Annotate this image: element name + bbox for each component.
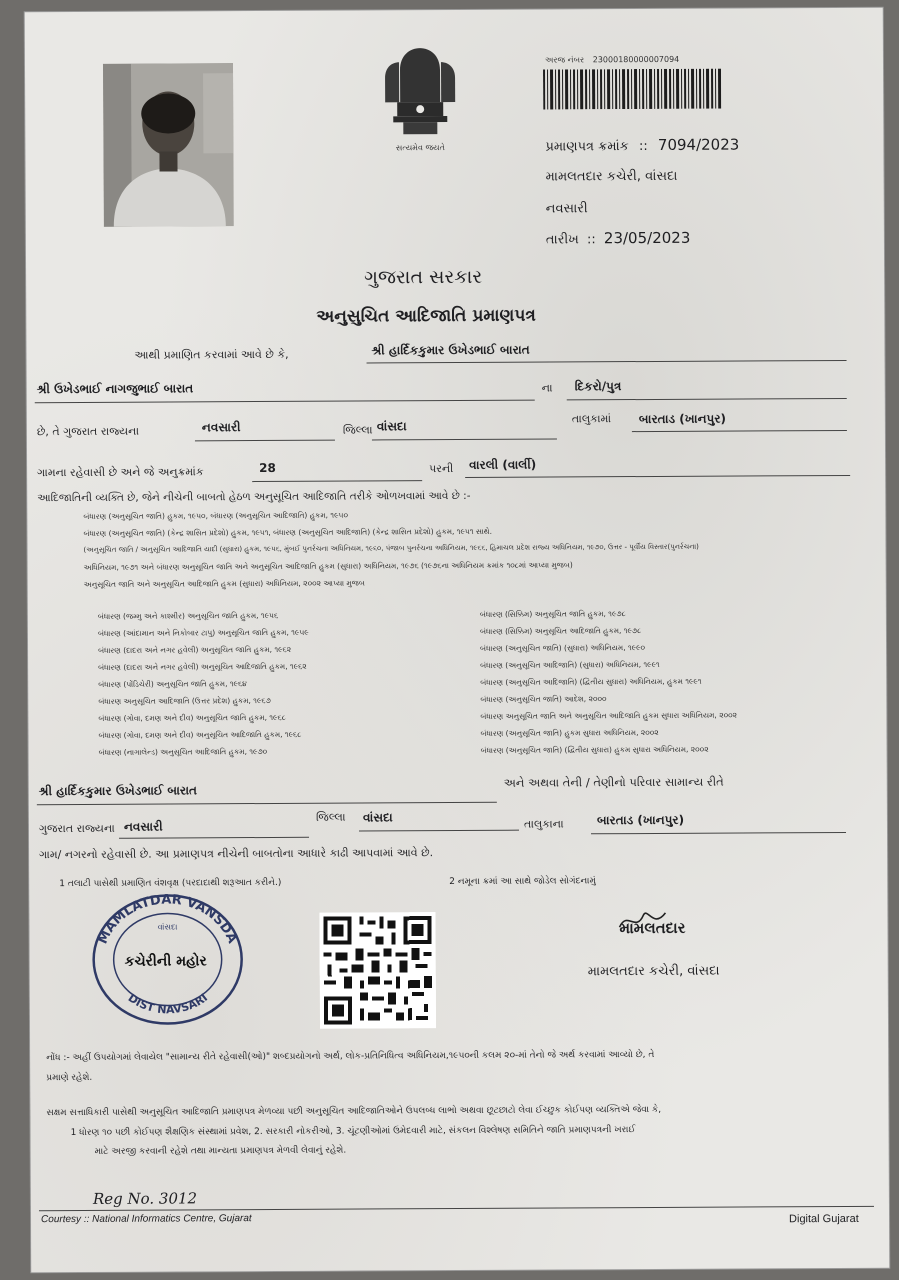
order-line: બંધારણ (અનુસૂચિત આદિજાતિ) (સુધારા) અધિનિયમ, ૧૯૯૧	[480, 659, 660, 670]
applicant-name-line	[367, 360, 847, 364]
date-sep: ::	[586, 232, 596, 248]
tribe-sentence: આદિજાતિની વ્યક્તિ છે, જેને નીચેની બાબતો હેઠળ અનુસૂચિત આદિજાતિ તરીકે ઓળખવામાં આવે છે :-	[37, 489, 471, 505]
relation-line	[567, 398, 847, 400]
registration-number: Reg No. 3012	[92, 1189, 198, 1208]
authority-line: સક્ષમ સત્તાધિકારી પાસેથી અનુસૂચિત આદિજાતિ પ્રમાણપત્ર મેળવ્યા પછી અનુસૂચિત આદિજાતિઓને ઉપલબ્ધ લાભો અથવા છૂટછાટો લેવા ઈચ્છુક કોઈપણ વ્યક્તિએ જેવા કે,	[46, 1104, 662, 1119]
resident-text: ગામના રહેવાસી છે અને જે અનુક્રમાંક	[37, 465, 204, 480]
order-line: બંધારણ (અનુસૂચિત આદિજાતિ) (દ્વિતીય સુધારા) અધિનિયમ, હુકમ ૧૯૯૧	[480, 676, 702, 687]
applicant-name: શ્રી હાર્દિકકુમાર ઉખેડભાઈ બારાત	[371, 342, 530, 358]
taluka-value: વાંસદા	[376, 419, 407, 434]
family-district-value: નવસારી	[123, 819, 163, 834]
seal-bottom-text: DIST NAVSARI	[125, 991, 211, 1017]
note-line-1: નોંધ :- અહીં ઉપયોગમાં લેવાયેલ "સામાન્ય રીતે રહેવાસી(ઓ)" શબ્દપ્રયોગનો અર્થ, લોક-પ્રતિનિધિત્વ અધિનિયમ,૧૯૫૦ની કલમ ૨૦-માં તેનો જે અર્થ કરવામાં આવ્યો છે, તે	[46, 1049, 655, 1064]
barcode-label	[545, 55, 679, 66]
date-row	[546, 229, 691, 248]
barcode-label-text: અરજ નંબર	[544, 55, 585, 65]
order-line: બંધારણ (અનુસૂચિત જાતિ) આદેશ, ૨૦૦૦	[480, 694, 607, 704]
order-line: બંધારણ (દાદરા અને નગર હવેલી) અનુસૂચિત જાતિ હુકમ, ૧૯૬૨	[98, 644, 292, 655]
order-line: અનુસૂચિત જાતિ અને અનુસૂચિત આદિજાતિ હુકમ (સુધારા) અધિનિયમ, ૨૦૦૨ આપ્યા મુજબ	[83, 578, 365, 589]
family-district-label: જિલ્લા	[315, 810, 346, 824]
order-line: બંધારણ (આંદામાન અને નિકોબાર ટાપુ) અનુસૂચિત જાતિ હુકમ, ૧૯૫૯	[97, 627, 309, 638]
family-district-line	[119, 837, 309, 839]
government-title: ગુજરાત સરકાર	[364, 265, 483, 289]
parni-text: પરની	[429, 462, 454, 476]
certificate-number: 7094/2023	[657, 135, 740, 154]
village-value: બારતાડ (ખાનપુર)	[638, 411, 727, 427]
order-line: બંધારણ અનુસૂચિત જાતિ અને અનુસૂચિત આદિજાતિ હુકમ સુધારા અધિનિયમ, ૨૦૦૨	[480, 710, 738, 721]
benefits-line-1: 1 ધોરણ ૧૦ પછી કોઈપણ શૈક્ષણિક સંસ્થામાં પ્રવેશ, 2. સરકારી નોકરીઓ, 3. ચૂંટણીઓમાં ઉમેદવારી માટે, સંકલન વિશ્લેષણ સમિતિને જાતિ પ્રમાણપત્રની ખરાઈ	[70, 1125, 636, 1139]
courtesy-text: Courtesy :: National Informatics Centre, Gujarat	[41, 1213, 252, 1226]
emblem-caption: સત્યમેવ જયતે	[395, 143, 445, 153]
order-line: બંધારણ (પોંડિચેરી) અનુસૂચિત જાતિ હુકમ, ૧૯૬૪	[98, 679, 247, 689]
serial-line	[252, 480, 422, 482]
order-line: બંધારણ (અનુસૂચિત જાતિ) (કેન્દ્ર શાસિત પ્રદેશો) હુકમ, ૧૯૫૧, બંધારણ (અનુસૂચિત આદિજાતિ) (કેન્દ્ર શાસિત પ્રદેશો) હુકમ, ૧૯૫૧ સાથે.	[83, 526, 492, 538]
tribe-line	[465, 475, 850, 478]
svg-text:DIST NAVSARI	[126, 991, 211, 1017]
family-state-label: ગુજરાત રાજ્યના	[38, 821, 115, 836]
person-photo-icon	[103, 63, 234, 227]
issuing-district: નવસારી	[545, 201, 588, 217]
seal-inner-text: કચેરીની મહોર	[124, 953, 207, 970]
certificate-number-sep: ::	[638, 138, 648, 155]
svg-text:MAMLATDAR VANSDA	[95, 892, 239, 946]
issuing-office: મામલતદાર કચેરી, વાંસદા	[545, 168, 678, 185]
order-line: બંધારણ અનુસૂચિત આદિજાતિ (ઉત્તર પ્રદેશ) હુકમ, ૧૯૬૭	[98, 695, 271, 706]
family-applicant-name: શ્રી હાર્દિકકુમાર ઉખેડભાઈ બારાત	[38, 783, 198, 799]
district-line	[195, 440, 335, 442]
order-line: બંધારણ (અનુસૂચિત જાતિ) (સુધારા) અધિનિયમ, ૧૯૯૦	[480, 643, 646, 653]
order-line: બંધારણ (અનુસૂચિત જાતિ) હુકમ, ૧૯૫૦, બંધારણ (અનુસૂચિત આદિજાતિ) હુકમ, ૧૯૫૦	[83, 510, 348, 521]
family-text: અને અથવા તેની / તેણીનો પરિવાર સામાન્ય રીતે	[503, 774, 724, 790]
signature-scribble-icon	[617, 905, 667, 935]
orders-list-left	[98, 606, 439, 761]
order-line: બંધારણ (સિક્કિમ) અનુસૂચિત આદિજાતિ હુકમ, ૧૯૭૮	[479, 626, 642, 636]
barcode-icon	[543, 69, 721, 110]
barcode-number: 23000180000007094	[592, 54, 680, 65]
order-line: બંધારણ (ગોવા, દમણ અને દીવ) અનુસૂચિત જાતિ હુકમ, ૧૯૬૮	[98, 712, 286, 723]
state-text: છે, તે ગુજરાત રાજ્યના	[36, 424, 140, 439]
district-value: નવસારી	[201, 420, 241, 435]
applicant-photo	[103, 63, 234, 227]
note-line-2: પ્રમાણે રહેશે.	[46, 1072, 93, 1084]
relation: દિકરો/પુત્ર	[574, 379, 622, 394]
order-line: બંધારણ (નાગાલેન્ડ) અનુસૂચિત આદિજાતિ હુકમ, ૧૯૭૦	[98, 746, 268, 757]
na-text: ના	[541, 381, 553, 395]
intro-text: આથી પ્રમાણિત કરવામાં આવે છે કે,	[134, 347, 289, 362]
certificate-page	[25, 8, 890, 1272]
taluka-label: તાલુકામાં	[571, 412, 612, 426]
order-line: બંધારણ (અનુસૂચિત જાતિ) (દ્વિતીય સુધારા) હુકમ સુધારા અધિનિયમ, ૨૦૦૨	[480, 744, 709, 755]
signatory-office: મામલતદાર કચેરી, વાંસદા	[587, 963, 720, 980]
basis-item-2: 2 નમૂના ક્રમાં આ સાથે જોડેલ સોગંદનામું	[449, 876, 596, 888]
serial-number: 28	[259, 460, 276, 476]
father-name: શ્રી ઉખેડભાઈ નાગજુભાઈ બારાત	[36, 381, 194, 397]
basis-item-1: 1 તલાટી પાસેથી પ્રમાણિત વંશવૃક્ષ (પરદાદાથી શરૂઆત કરીને.)	[59, 877, 282, 890]
benefits-line-2: માટે અરજી કરવાની રહેશે તથા માન્યતા પ્રમાણપત્ર મેળવી લેવાનું રહેશે.	[94, 1145, 347, 1157]
digital-gujarat-brand: Digital Gujarat	[789, 1212, 859, 1226]
national-emblem-icon	[375, 40, 466, 155]
family-taluka-value: વાંસદા	[362, 810, 393, 825]
tribe-value: વારલી (વાર્લી)	[469, 457, 537, 472]
father-name-line	[35, 400, 535, 404]
seal-gujarati-ring: વાંસદા	[157, 922, 178, 932]
orders-list-top	[83, 504, 873, 593]
order-line: બંધારણ (જમ્મુ અને કાશ્મીર) અનુસૂચિત જાતિ હુકમ, ૧૯૫૬	[97, 610, 279, 621]
family-name-line	[37, 802, 497, 805]
order-line: બંધારણ (સિક્કિમ) અનુસૂચિત જાતિ હુકમ, ૧૯૭૮	[479, 609, 626, 619]
orders-list-right	[480, 604, 871, 759]
district-label: જિલ્લા	[342, 423, 373, 437]
basis-text: ગામ/ નગરનો રહેવાસી છે. આ પ્રમાણપત્ર નીચેની બાબતોના આધારે કાઢી આપવામાં આવે છે.	[39, 846, 434, 862]
family-village-line	[591, 832, 846, 834]
seal-top-text: MAMLATDAR VANSDA	[95, 892, 240, 947]
signatory-title: મામલતદાર	[619, 918, 686, 938]
issue-date: 23/05/2023	[603, 228, 691, 248]
taluka-line	[372, 438, 557, 440]
qr-code-icon	[319, 912, 436, 1029]
order-line: બંધારણ (દાદરા અને નગર હવેલી) અનુસૂચિત આદિજાતિ હુકમ, ૧૯૬૨	[98, 661, 307, 672]
order-line: બંધારણ (ગોવા, દમણ અને દીવ) અનુસૂચિત આદિજાતિ હુકમ, ૧૯૬૮	[98, 729, 302, 740]
order-line: અધિનિયમ, ૧૯૭૧ અને બંધારણ અનુસૂચિત જાતિ અને અનુસૂચિત આદિજાતિ હુકમ (સુધારા) અધિનિયમ, ૧૯૭૬ (૧૯૭૬ના અધિનિયમ ક્રમાંક ૧૦૮માં આપ્યા મુજબ)	[83, 560, 573, 572]
certificate-number-label: પ્રમાણપત્ર ક્રમાંક	[545, 139, 629, 155]
certificate-number-row	[545, 136, 739, 155]
family-taluka-label: તાલુકાના	[523, 817, 564, 831]
certificate-title: અનુસુચિત આદિજાતિ પ્રમાણપત્ર	[316, 305, 536, 327]
office-seal-icon	[87, 889, 248, 1030]
order-line: (અનુસૂચિત જાતિ / અનુસૂચિત આદિજાતિ યાદી (સુધારા) હુકમ, ૧૯૫૬, મુંબઈ પુનર્રચના અધિનિયમ, ૧૯૬૦, પંજાબ પુનર્રચના અધિનિયમ, ૧૯૬૬, હિમાચલ પ્રદેશ રાજ્ય અધિનિયમ, ૧૯૭૦, ઉત્તર - પૂર્વીય વિસ્તાર(પુનર્રચના)	[83, 542, 699, 554]
village-line	[632, 430, 847, 432]
order-line: બંધારણ (અનુસૂચિત જાતિ) હુકમ સુધારા અધિનિયમ, ૨૦૦૨	[480, 727, 659, 738]
date-label: તારીખ	[545, 232, 579, 248]
family-taluka-line	[359, 830, 519, 832]
family-village-value: બારતાડ (ખાનપુર)	[596, 812, 685, 828]
